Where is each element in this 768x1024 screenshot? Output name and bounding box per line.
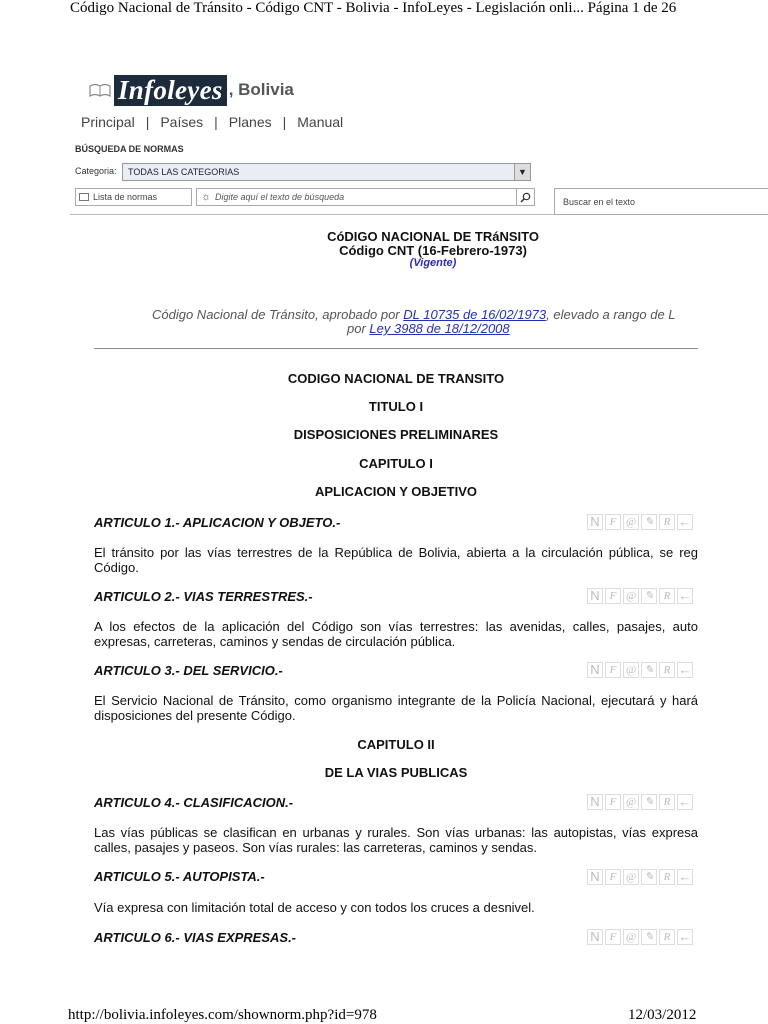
nav-separator: | — [282, 114, 287, 130]
article-body-line: expresas, carreteras, caminos y sendas de circulación pública. — [94, 634, 456, 649]
article-body-line: Las vías públicas se clasifican en urbanas y rurales. Son vías urbanas: las autopistas, vías expresa — [94, 825, 698, 840]
email-icon[interactable]: @ — [623, 662, 639, 678]
print-header: Código Nacional de Tránsito - Código CNT - Bolivia - InfoLeyes - Legislación onli... Página 1 de 26 — [70, 0, 677, 16]
email-icon[interactable]: @ — [623, 929, 639, 945]
back-arrow-icon[interactable]: ← — [678, 794, 692, 809]
divider — [70, 214, 554, 215]
approval-link-ley[interactable]: Ley 3988 de 18/12/2008 — [369, 321, 510, 336]
edit-icon[interactable]: ✎ — [641, 662, 657, 678]
search-section-title: BÚSQUEDA DE NORMAS — [75, 144, 184, 154]
note-icon[interactable]: N — [587, 588, 603, 604]
reference-icon[interactable]: R — [659, 588, 675, 604]
main-nav — [81, 114, 343, 130]
article-body — [94, 545, 698, 575]
capitulo-heading: CAPITULO II — [357, 737, 435, 752]
reference-icon[interactable]: R — [659, 929, 675, 945]
article-body-line: El Servicio Nacional de Tránsito, como organismo integrante de la Policía Nacional, ejecutará y hará — [94, 693, 698, 708]
article-title: ARTICULO 1.- APLICACION Y OBJETO.- — [94, 515, 341, 530]
back-arrow-icon[interactable]: ← — [678, 662, 692, 677]
search-input-placeholder: Digite aquí el texto de búsqueda — [215, 192, 345, 202]
article-toolbar — [587, 514, 698, 530]
document-subtitle: Código CNT (16-Febrero-1973) — [339, 243, 527, 258]
note-icon[interactable]: N — [587, 929, 603, 945]
article-body-line: Código. — [94, 560, 139, 575]
function-icon[interactable]: F — [605, 929, 621, 945]
approval-link-dl[interactable]: DL 10735 de 16/02/1973 — [403, 307, 547, 322]
category-select-value: TODAS LAS CATEGORIAS — [128, 167, 240, 177]
nav-separator: | — [214, 114, 218, 130]
approval-text: Código Nacional de Tránsito, aprobado por — [152, 307, 404, 322]
aplicacion-heading: APLICACION Y OBJETIVO — [314, 484, 478, 499]
article-title: ARTICULO 2.- VIAS TERRESTRES.- — [94, 589, 313, 604]
list-icon — [79, 193, 89, 201]
function-icon[interactable]: F — [605, 514, 621, 530]
logo-brand: Infoleyes — [114, 75, 227, 106]
back-arrow-icon[interactable]: ← — [678, 929, 692, 944]
edit-icon[interactable]: ✎ — [641, 869, 657, 885]
nav-planes[interactable]: Planes — [228, 114, 272, 130]
search-icon[interactable] — [516, 189, 534, 205]
text-search-field[interactable] — [554, 188, 768, 215]
approval-text-mid: , elevado a rango de L — [546, 307, 676, 322]
article-toolbar — [587, 869, 698, 885]
print-footer-url: http://bolivia.infoleyes.com/shownorm.php?id=978 — [68, 1007, 377, 1023]
chevron-down-icon[interactable]: ▼ — [514, 164, 530, 180]
article-body-line: disposiciones del presente Código. — [94, 708, 296, 723]
edit-icon[interactable]: ✎ — [641, 794, 657, 810]
article-title: ARTICULO 3.- DEL SERVICIO.- — [94, 663, 283, 678]
reference-icon[interactable]: R — [659, 869, 675, 885]
reference-icon[interactable]: R — [659, 794, 675, 810]
nav-paises[interactable]: Países — [160, 114, 204, 130]
titulo-heading: TITULO I — [368, 399, 424, 414]
function-icon[interactable]: F — [605, 794, 621, 810]
nav-separator: | — [145, 114, 150, 130]
note-icon[interactable]: N — [587, 514, 603, 530]
article-toolbar — [587, 929, 698, 945]
logo-country: , Bolivia — [228, 80, 294, 99]
search-input[interactable] — [196, 188, 535, 206]
back-arrow-icon[interactable]: ← — [678, 869, 692, 884]
email-icon[interactable]: @ — [623, 588, 639, 604]
article-body: Vía expresa con limitación total de acceso y con todos los cruces a desnivel. — [94, 900, 535, 915]
function-icon[interactable]: F — [605, 662, 621, 678]
norm-list-label: Lista de normas — [93, 192, 158, 202]
article-toolbar — [587, 662, 698, 678]
article-body — [94, 619, 698, 649]
note-icon[interactable]: N — [587, 794, 603, 810]
nav-principal[interactable]: Principal — [81, 114, 135, 130]
article-body — [94, 825, 698, 855]
back-arrow-icon[interactable]: ← — [678, 514, 692, 529]
capitulo-heading: CAPITULO I — [359, 456, 433, 471]
email-icon[interactable]: @ — [623, 794, 639, 810]
gear-icon[interactable]: ☼ — [200, 191, 212, 203]
note-icon[interactable]: N — [587, 869, 603, 885]
approval-note-line2 — [347, 321, 510, 336]
edit-icon[interactable]: ✎ — [641, 514, 657, 530]
document-title: CóDIGO NACIONAL DE TRáNSITO — [327, 229, 539, 244]
code-heading: CODIGO NACIONAL DE TRANSITO — [287, 371, 505, 386]
category-label: Categoria: — [75, 166, 117, 176]
note-icon[interactable]: N — [587, 662, 603, 678]
edit-icon[interactable]: ✎ — [641, 929, 657, 945]
email-icon[interactable]: @ — [623, 869, 639, 885]
function-icon[interactable]: F — [605, 588, 621, 604]
article-body — [94, 693, 698, 723]
edit-icon[interactable]: ✎ — [641, 588, 657, 604]
approval-by: por — [347, 321, 370, 336]
function-icon[interactable]: F — [605, 869, 621, 885]
email-icon[interactable]: @ — [623, 514, 639, 530]
nav-manual[interactable]: Manual — [297, 114, 344, 130]
article-toolbar — [587, 794, 698, 810]
vias-heading: DE LA VIAS PUBLICAS — [324, 765, 468, 780]
article-title: ARTICULO 5.- AUTOPISTA.- — [94, 869, 265, 884]
norm-list-field[interactable] — [75, 188, 192, 206]
article-body-line: A los efectos de la aplicación del Código son vías terrestres: las avenidas, calles, pasajes, auto — [94, 619, 698, 634]
back-arrow-icon[interactable]: ← — [678, 588, 692, 603]
reference-icon[interactable]: R — [659, 514, 675, 530]
article-body-line: calles, pasajes y paseos. Son vías rurales: las carreteras, caminos y sendas. — [94, 840, 537, 855]
article-title: ARTICULO 6.- VIAS EXPRESAS.- — [94, 930, 297, 945]
document-status: (Vigente) — [409, 257, 457, 269]
approval-note — [152, 307, 698, 322]
article-title: ARTICULO 4.- CLASIFICACION.- — [94, 795, 294, 810]
category-select[interactable] — [122, 163, 531, 181]
divider — [94, 348, 698, 349]
article-toolbar — [587, 588, 698, 604]
site-logo[interactable] — [88, 74, 294, 106]
book-icon — [88, 80, 112, 100]
reference-icon[interactable]: R — [659, 662, 675, 678]
article-body-line: El tránsito por las vías terrestres de la República de Bolivia, abierta a la circulación pública, se reg — [94, 545, 698, 560]
text-search-label: Buscar en el texto — [563, 197, 636, 207]
disposiciones-heading: DISPOSICIONES PRELIMINARES — [293, 427, 499, 442]
print-footer-date: 12/03/2012 — [628, 1007, 697, 1023]
